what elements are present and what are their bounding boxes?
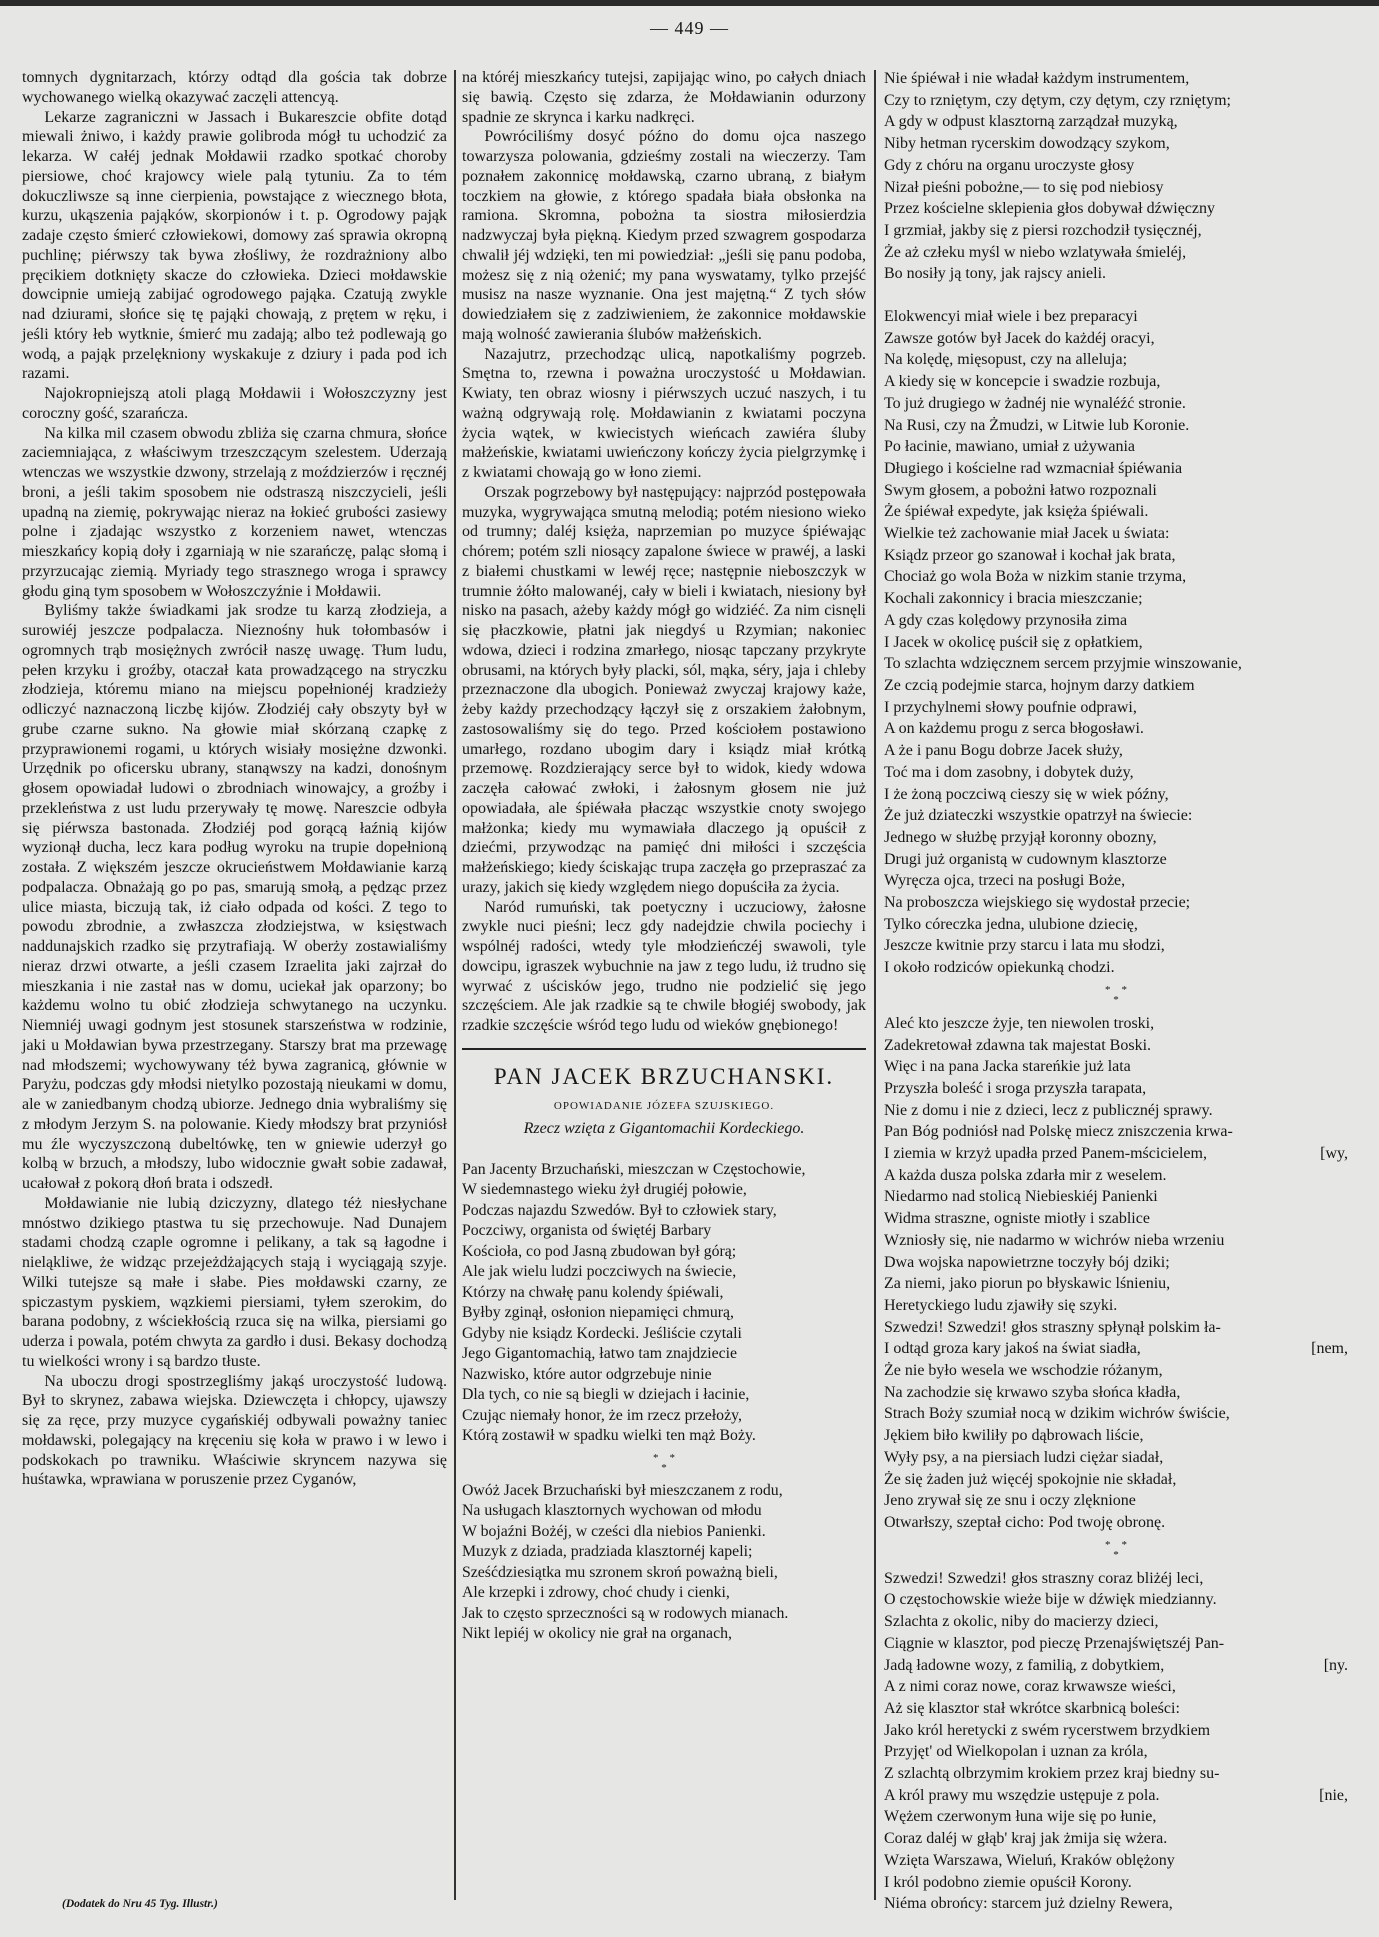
verse-line	[884, 1338, 1348, 1360]
verse-text: Wzięta Warszawa, Wieluń, Kraków oblężony	[884, 1851, 1175, 1869]
verse-line	[884, 1655, 1348, 1677]
scan-top-edge	[0, 0, 1379, 6]
verse-line	[462, 1542, 866, 1563]
verse-text: Szlachta z okolic, niby do macierzy dzieci,	[884, 1613, 1159, 1631]
verse-line	[462, 1262, 866, 1283]
poem-verse	[462, 1160, 866, 1645]
verse-line	[884, 1633, 1348, 1655]
verse-text: Przez kościelne sklepienia głos dobywał dźwięczny	[884, 200, 1215, 218]
verse-text: Bo nosiły ją tony, jak rajscy anieli.	[884, 265, 1107, 283]
verse-line	[884, 935, 1348, 957]
verse-text: Nazwisko, które autor odgrzebuje ninie	[462, 1365, 712, 1383]
verse-line	[884, 306, 1348, 328]
verse-line	[884, 740, 1348, 762]
verse-line	[884, 523, 1348, 545]
verse-line	[884, 220, 1348, 242]
verse-text: Aż się klasztor stał wkrótce skarbnicą boleści:	[884, 1699, 1180, 1717]
verse-line	[884, 198, 1348, 220]
verse-line	[884, 675, 1348, 697]
verse-line	[462, 1481, 866, 1502]
verse-line	[462, 1522, 866, 1543]
verse-text: Swym głosem, a pobożni łatwo rozpoznali	[884, 481, 1157, 499]
verse-text: A że i panu Bogu dobrze Jacek służy,	[884, 742, 1123, 760]
verse-text: Byłby zginął, osłonion niepamięci chmurą,	[462, 1304, 734, 1322]
verse-line	[884, 1382, 1348, 1404]
verse-text: Wielkie też zachowanie miał Jacek u świata:	[884, 525, 1170, 543]
verse-line	[884, 1273, 1348, 1295]
verse-line	[884, 1252, 1348, 1274]
paragraph: Na uboczu drogi spostrzegliśmy jakąś uroczystość ludową. Był to skrynez, zabawa wiejska. Dziewczęta i chłopcy, ujawszy się za ręce, przy muzyce cygańskiéj odbywali poważny taniec mołdawski, polegający na kręceniu się koła w prawo i w lewo i podskokach po trawniku. Właściwie skryncem nazywa się huśtawka, wprawiana w poruszenie przez Cyganów,	[22, 1372, 447, 1489]
column-divider	[454, 70, 456, 1900]
verse-line	[462, 1201, 866, 1222]
verse-line	[884, 1893, 1348, 1915]
verse-line	[884, 328, 1348, 350]
verse-line	[884, 263, 1348, 285]
verse-text: Ale jak wielu ludzi poczciwych na świecie,	[462, 1263, 737, 1281]
verse-line	[884, 610, 1348, 632]
verse-text: Że się żaden już więcéj spokojnie nie składał,	[884, 1470, 1177, 1488]
verse-line	[884, 1295, 1348, 1317]
verse-text: I odtąd groza kary jakoś na świat siadła,	[884, 1340, 1141, 1358]
verse-text: Poczciwy, organista od świętéj Barbary	[462, 1222, 712, 1240]
verse-line	[462, 1563, 866, 1584]
verse-text: Ksiądz przeor go szanował i kochał jak brata,	[884, 546, 1176, 564]
verse-line	[884, 1100, 1348, 1122]
verse-line	[884, 1676, 1348, 1698]
verse-line	[884, 566, 1348, 588]
verse-text: Na kolędę, mięsopust, czy na alleluja;	[884, 351, 1128, 369]
verse-text: Jadą ładowne wozy, z familią, z dobytkiem,	[884, 1656, 1165, 1674]
verse-text: Przyszła boleść i sroga przyszła tarapata,	[884, 1079, 1147, 1097]
verse-carryover: [nie,	[1319, 1786, 1348, 1804]
verse-text: Wyły psy, a na piersiach ludzi ciężar siadał,	[884, 1448, 1164, 1466]
paragraph: Orszak pogrzebowy był następujący: najprzód postępowała muzyka, wygrywająca smutną melodią; potém niesiono wieko od trumny; daléj księża, naprzemian po muzyce śpiéwając chórem; potém szli niosący zapalone świece w prawéj, a laski z białemi chustkami w lewéj ręce; następnie nieboszczyk w trumnie żółto malowanéj, cały w bieli i kwiatach, niesiony był nisko na pasach, ażeby każdy mógł go widziéć. Za nim cisnęli się płaczkowie, płatni jak niegdyś u Rzymian; nakoniec wdowa, dzieci i rodzina zmarłego, niosąc tapczany przykryte obrusami, na których były placki, sól, mąka, séry, jaja i chleby przeznaczone dla ubogich. Ponieważ zwyczaj krajowy każe, żeby każdy przechodzący łączył się z orszakiem żałobnym, zastosowaliśmy się do tego. Przed kościołem postawiono umarłego, rozdano ubogim dary i ksiądz miał krótką przemowę. Rozdzierający serce był to widok, kiedy wdowa zaczęła całować zwłoki, i żałosnym głosem nie już opowiadała, ale śpiéwała płacząc wszystkie cnoty swojego małżonka; kiedy mu wymawiała dlaczego ją opuścił z dziećmi, przywodząc na pamięć dni miłości i szczęścia małżeńskiego; kiedy ściskając trupa zaczęła go przepraszać za urazy, jakich się kiedy względem niego dopuściła za życia.	[462, 483, 866, 896]
verse-text: A z nimi coraz nowe, coraz krwawsze wieści,	[884, 1678, 1176, 1696]
verse-text: Coraz daléj w głąb' kraj jak żmija się wżera.	[884, 1830, 1168, 1848]
verse-line	[884, 133, 1348, 155]
verse-text: Że nie było wesela we wschodzie różanym,	[884, 1362, 1163, 1380]
verse-line	[884, 68, 1348, 90]
verse-text: A gdy czas kolędowy przynosiła zima	[884, 611, 1128, 629]
verse-text: Nie z domu i nie z dzieci, lecz z publicznéj sprawy.	[884, 1101, 1213, 1119]
verse-text: Nie śpiéwał i nie władał każdym instrumentem,	[884, 70, 1190, 87]
verse-text: Podczas najazdu Szwedów. Był to człowiek stary,	[462, 1201, 777, 1219]
verse-text: Kościoła, co pod Jasną zbudowan był górą;	[462, 1242, 737, 1260]
poem-author: OPOWIADANIE JÓZEFA SZUJSKIEGO.	[553, 1099, 775, 1112]
verse-line	[884, 177, 1348, 199]
verse-text: Długiego i kościelne rad wzmacniał śpiéwania	[884, 459, 1183, 477]
verse-text: Widma straszne, ogniste miotły i szablice	[884, 1210, 1150, 1228]
verse-line	[884, 90, 1348, 112]
verse-line	[884, 718, 1348, 740]
verse-text: Pan Bóg podniósł nad Polskę miecz zniszczenia krwa-	[884, 1123, 1233, 1141]
verse-line	[462, 1324, 866, 1345]
verse-text: Jednego w służbę przyjął koronny obozny,	[884, 828, 1157, 846]
verse-text: O częstochowskie wieże bije w dźwięk miedzianny.	[884, 1591, 1217, 1609]
verse-line	[884, 1230, 1348, 1252]
verse-text: Jeszcze kwitnie przy starcu i lata mu słodzi,	[884, 937, 1165, 955]
verse-line	[884, 242, 1348, 264]
verse-line	[884, 1360, 1348, 1382]
verse-line	[462, 1624, 866, 1645]
verse-line	[884, 349, 1348, 371]
verse-text: I grzmiał, jakby się z piersi rozchodził tysięcznéj,	[884, 221, 1202, 239]
verse-text: I przychylnemi słowy poufnie odprawi,	[884, 698, 1137, 716]
verse-text: Zawsze gotów był Jacek do każdéj oracyi,	[884, 329, 1155, 347]
poem-motto: Rzecz wzięta z Gigantomachii Kordeckiego.	[523, 1119, 805, 1137]
verse-line	[884, 1568, 1348, 1590]
verse-line	[884, 827, 1348, 849]
verse-text: Że już dziateczki wszystkie opatrzył na świecie:	[884, 807, 1193, 825]
verse-line	[884, 155, 1348, 177]
verse-line	[884, 1078, 1348, 1100]
verse-line	[462, 1242, 866, 1263]
verse-line	[462, 1180, 866, 1201]
verse-line	[884, 480, 1348, 502]
paragraph: Mołdawianie nie lubią dziczyzny, dlatego téż niesłychane mnóstwo dzikiego ptastwa tu się przechowuje. Nad Dunajem stadami chodzą czaple ogromne i pelikany, a tak są łagodne i nieląkliwe, że widząc przejeżdżających stają i wyciągają szyje. Wilki tutejsze są małe i słabe. Pies mołdawski czarny, ze spiczastym pyskiem, wązkiemi piersiami, tyłem szerokim, do barana podobny, z wściekłością rzuca się na wilka, piersiami go uderza i powala, potém chwyta za gardło i dusi. Bekasy dochodzą tu wielkości wrony i są bardzo tłuste.	[22, 1194, 447, 1370]
verse-text: A każda dusza polska zdarła mir z weselem.	[884, 1166, 1167, 1184]
paragraph: na któréj mieszkańcy tutejsi, zapijając wino, po całych dniach się bawią. Często się zdarza, że Mołdawianin odurzony spadnie ze skrynca i karku nadkręci.	[462, 69, 866, 126]
paragraph: tomnych dygnitarzach, którzy odtąd dla gościa tak dobrze wychowanego wielką okazywać zaczęli attencyą.	[22, 69, 447, 106]
verse-line	[462, 1365, 866, 1386]
verse-text: Elokwencyi miał wiele i bez preparacyi	[884, 308, 1138, 326]
paragraph: Nazajutrz, przechodząc ulicą, napotkaliśmy pogrzeb. Smętna to, rzewna i poważna uroczystość u Mołdawian. Kwiaty, ten obraz wiosny i piérwszych uczuć naszych, i tu ważną odgrywają rolę. Mołdawianin z kwiatami poczyna życia wątek, w kwiecistych wieńcach zawiéra śluby małżeńskie, kwiatami uwieńczony kończy życia pielgrzymkę i z kwiatami chowają go w łono ziemi.	[462, 345, 866, 481]
paragraph: Na kilka mil czasem obwodu zbliża się czarna chmura, słońce zaciemniająca, z właściwym trzeszczącym szelestem. Uderzają wtenczas we wszystkie dzwony, strzelają z moździerzów i ręcznéj broni, a jeśli takim sposobem nie odstraszą niszczycieli, jeśli upadną na ziemię, pokrywając nieraz na łokieć grubości zasiewy polne i zjadając wszystko z korzeniem nawet, wtenczas mieszkańcy kopią doły i zgarniają w nie szarańczę, paląc słomą i przyrzucając ziemią. Myriady tego strasznego wroga i sprawcy głodu giną tym sposobem w Wołoszczyźnie i Mołdawii.	[22, 424, 447, 600]
verse-text: Wężem czerwonym łuna wije się po łunie,	[884, 1808, 1157, 1826]
verse-line	[462, 1604, 866, 1625]
verse-line	[884, 436, 1348, 458]
verse-text: Heretyckiego ludu zjawiły się szyki.	[884, 1296, 1118, 1314]
verse-line	[884, 415, 1348, 437]
column-1	[22, 68, 447, 1490]
paragraph: Byliśmy także świadkami jak srodze tu karzą złodzieja, a surowiéj jeszcze podpalacza. Nieznośny huk tołombasów i ogromnych trąb mosiężnych zwrócił naszę uwagę. Tłum ludu, pełen krzyku i groźby, otaczał kata prowadzącego na stryczku złodzieja, któremu miano na miejscu popełnionéj kradzieży odliczyć naznaczoną liczbę kijów. Złodziéj cały obszyty był w grube czarne sukno. Na głowie miał skórzaną czapkę z przyprawionemi rogami, u których wisiały mosiężne dzwonki. Urzędnik po oficersku ubrany, stanąwszy na kadzi, donośnym głosem opowiadał ludowi o zbrodniach winowajcy, a groźby i przekleństwa z ust ludu przerywały tę mowę. Nareszcie odbyła się piérwsza bastonada. Złodziéj pod gorącą łaźnią kijów wyzionął ducha, lecz kara podług wyroku na trupie dopełnioną została. Z większém jeszcze okrucieństwem Mołdawianie karzą podpalacza. Obnażają go po pas, smarują smołą, a pędząc przez ulice miasta, biczują tak, iż ciało odpada od kości. Z tego to powodu zbrodnie, a zwłaszcza złodziejstwa, w księstwach naddunajskich rzadko się przytrafiają. W oberży zostawialiśmy nieraz drzwi otwarte, a jeśli czasem Izraelita jaki zajrzał do mieszkania i nie zastał nas w domu, uciekał jak oparzony; bo każdemu wolno tu obić złodzieja schwytanego na uczynku. Niemniéj uwagi godnym jest stosunek starszeństwa w rodzinie, jaki u Mołdawian bywa przestrzegany. Starszy brat ma przewagę nad młodszemi; wychowywany téż bywa zagranicą, głównie w Paryżu, podczas gdy młodsi nietylko pozostają nieukami w domu, ale w zaniedbanym chodzą ubiorze. Jednego dnia wybraliśmy się z młodym Jerzym S. na polowanie. Kiedy młodszy brat przyniósł mu źle wyczyszczoną dubeltówkę, ten w gniewie uderzył go kolbą w brzuch, a młodszy, lubo widocznie gwałt sobie zadawał, ucałował z pokorą dłoń brata i odszedł.	[22, 602, 447, 1192]
verse-text: Nizał pieśni pobożne,— to się pod niebiosy	[884, 178, 1164, 196]
verse-text: Toć ma i dom zasobny, i dobytek duży,	[884, 763, 1134, 781]
verse-text: Jako król heretycki z swém rycerstwem brzydkiem	[884, 1721, 1211, 1739]
verse-line	[884, 1143, 1348, 1165]
verse-line	[462, 1385, 866, 1406]
verse-text: A kiedy się w koncepcie i swadzie rozbuja,	[884, 373, 1161, 391]
paragraph: Naród rumuński, tak poetyczny i uczuciowy, żałosne zwykle nuci pieśni; lecz gdy nadejdzie chwila pociechy i wspólnéj radości, wtedy tyle młodzieńczéj swawoli, tyle dowcipu, igraszek wybuchnie na jaw z tego ludu, iż trudno się wyrwać z uścisków jego, trudno nie podzielić się jego szczęściem. Ale jak rzadkie są te chwile błogiéj swobody, jak rzadkie szczęście wśród tego ludu od wieków gnębionego!	[462, 898, 866, 1034]
verse-text: Na zachodzie się krwawo szyba słońca kładła,	[884, 1383, 1181, 1401]
verse-line	[884, 1512, 1348, 1534]
verse-text: Na proboszcza wiejskiego się wydostał przecie;	[884, 894, 1191, 912]
verse-text: Zadekretował zdawna tak majestat Boski.	[884, 1036, 1152, 1054]
verse-line	[884, 1763, 1348, 1785]
verse-carryover: [ny.	[1323, 1656, 1348, 1674]
verse-line	[462, 1583, 866, 1604]
verse-text: W bojaźni Bożéj, w cześci dla niebios Panienki.	[462, 1522, 766, 1540]
verse-text: Nikt lepiéj w okolicy nie grał na organach,	[462, 1625, 732, 1643]
verse-text: Jak to często sprzeczności są w rodowych mianach.	[462, 1604, 789, 1622]
section-rule	[462, 1048, 866, 1050]
verse-line	[884, 914, 1348, 936]
verse-text: Sześćdziesiątka mu szronem skroń poważną bieli,	[462, 1563, 778, 1581]
page-number: — 449 —	[650, 18, 729, 38]
verse-text: Niby hetman rycerskim dowodzący szykom,	[884, 135, 1170, 153]
verse-text: Że aż człeku myśl w niebo wzlatywała śmieléj,	[884, 243, 1187, 261]
verse-line	[884, 1741, 1348, 1763]
verse-line	[884, 1872, 1348, 1894]
verse-line	[884, 1165, 1348, 1187]
verse-text: I król podobno ziemie opuścił Korony.	[884, 1873, 1132, 1891]
verse-text: To szlachta wdzięcznem sercem przyjmie winszowanie,	[884, 655, 1242, 673]
verse-text: Muzyk z dziada, pradziada klasztornéj kapeli;	[462, 1543, 753, 1561]
verse-text: Dwa wojska napowietrzne toczyły bój dziki;	[884, 1253, 1170, 1271]
verse-text: Chociaż go wola Boża w nizkim stanie trzyma,	[884, 568, 1187, 586]
paragraph: Najokropniejszą atoli plagą Mołdawii i Wołoszczyzny jest coroczny gość, szarańcza.	[22, 385, 447, 422]
verse-line	[884, 784, 1348, 806]
verse-text: Niéma obrońcy: starcem już dzielny Rewera,	[884, 1895, 1173, 1913]
verse-text: Gdy z chóru na organu uroczyste głosy	[884, 156, 1135, 174]
verse-text: A gdy w odpust klasztorną zarządzał muzyką,	[884, 113, 1178, 131]
verse-text: Po łacinie, mawiano, umiał z używania	[884, 438, 1136, 456]
verse-text: Którzy na chwałę panu kolendy śpiéwali,	[462, 1283, 724, 1301]
verse-line	[884, 1785, 1348, 1807]
verse-text: Na Rusi, czy na Żmudzi, w Litwie lub Koronie.	[884, 416, 1190, 434]
verse-text: A król prawy mu wszędzie ustępuje z pola.	[884, 1786, 1160, 1804]
verse-carryover: [nem,	[1311, 1340, 1348, 1358]
paragraph: Lekarze zagraniczni w Jassach i Bukareszcie obfite dotąd miewali żniwo, i każdy prawie golibroda mógł tu uchodzić za lekarza. W całéj jednak Mołdawii rzadko spotkać choroby piersiowe, choć krajowcy wiele palą tytuniu. Za to tém dokuczliwsze są inne cierpienia, powstające z wiecznego błota, kurzu, ukąszenia pająków, skorpionów i t. p. Ogrodowy pająk zadaje często śmierć człowiekowi, domowy zaś sprawia okropną puchlinę; piérwszy tak bywa złośliwy, że rozdrażniony albo pręcikiem dotknięty skacze do człowieka. Dzieci mołdawskie dowcipnie umieją zabijać ogrodowego pająka. Czatują zwykle nad dziurami, słońce się tę pająki chowają, z prętem w ręku, i jeśli który łeb wytknie, śmierć mu zadają; albo też podlewają go wodą, a pająk przelękniony wyskakuje z dziury i pada pod ich razami.	[22, 108, 447, 383]
verse-text: Dla tych, co nie są biegli w dziejach i łacinie,	[462, 1386, 750, 1404]
verse-text: Pan Jacenty Brzuchański, mieszczan w Częstochowie,	[462, 1160, 806, 1178]
verse-text: Niedarmo nad stolicą Niebieskiéj Panienki	[884, 1188, 1158, 1206]
verse-line	[884, 697, 1348, 719]
verse-text: Kochali zakonnicy i bracia mieszczanie;	[884, 590, 1143, 608]
verse-text: Czy to rzniętym, czy dętym, czy dętym, czy rzniętym;	[884, 91, 1231, 109]
verse-text: Aleć kto jeszcze żyje, ten niewolen troski,	[884, 1014, 1155, 1032]
supplement-footer: (Dodatek do Nru 45 Tyg. Illustr.)	[62, 1898, 218, 1910]
verse-line	[884, 501, 1348, 523]
verse-text: Za niemi, jako piorun po błyskawic lśnieniu,	[884, 1275, 1171, 1293]
verse-line	[884, 632, 1348, 654]
verse-line	[884, 1317, 1348, 1339]
verse-text: Z szlachtą olbrzymim krokiem przez kraj biedny su-	[884, 1765, 1220, 1783]
verse-text: Drugi już organistą w cudownym klasztorze	[884, 850, 1167, 868]
verse-text: I Jacek w okolicę puścił się z opłatkiem,	[884, 633, 1143, 651]
verse-line	[884, 1013, 1348, 1035]
verse-line	[884, 1720, 1348, 1742]
section-stars: * * *	[1105, 1538, 1127, 1561]
verse-text: I ziemia w krzyż upadła przed Panem-mścicielem,	[884, 1145, 1207, 1163]
stanza-gap	[884, 285, 1348, 306]
verse-text: Jego Gigantomachią, łatwo tam znajdziecie	[462, 1345, 738, 1363]
verse-text: Ze czcią podejmie starca, hojnym darzy datkiem	[884, 676, 1195, 694]
verse-line	[884, 545, 1348, 567]
verse-text: Szwedzi! Szwedzi! głos straszny spłynął polskim ła-	[884, 1318, 1221, 1336]
verse-line	[884, 1828, 1348, 1850]
verse-line	[884, 1490, 1348, 1512]
verse-line	[884, 111, 1348, 133]
poem-verse	[884, 68, 1348, 1915]
verse-line	[884, 805, 1348, 827]
section-stars: * * *	[1105, 983, 1127, 1006]
verse-text: I że żoną poczciwą cieszy się w wiek późny,	[884, 785, 1169, 803]
verse-text: Tylko córeczka jedna, ulubione dziecię,	[884, 915, 1138, 933]
verse-line	[462, 1160, 866, 1181]
verse-line	[884, 957, 1348, 979]
verse-text: A on każdemu progu z serca błogosławi.	[884, 720, 1144, 738]
verse-text: Którą zostawił w spadku wielki ten mąż Boży.	[462, 1427, 756, 1445]
verse-carryover: [wy,	[1320, 1145, 1348, 1163]
verse-text: Na usługach klasztornych wychowan od młodu	[462, 1502, 762, 1520]
verse-line	[462, 1426, 866, 1447]
verse-line	[884, 1035, 1348, 1057]
verse-text: Czując niemały honor, że im rzecz przełoży,	[462, 1406, 742, 1424]
verse-line	[884, 1425, 1348, 1447]
verse-text: Wyręcza ojca, trzeci na posługi Boże,	[884, 872, 1126, 890]
verse-line	[884, 1447, 1348, 1469]
verse-line	[884, 1698, 1348, 1720]
column-3	[884, 68, 1348, 1915]
verse-text: Otwarłszy, szeptał cicho: Pod twoję obronę.	[884, 1514, 1166, 1531]
verse-text: W siedemnastego wieku żył drugiéj połowie,	[462, 1181, 747, 1199]
verse-text: Ciągnie w klasztor, pod pieczę Przenajświętszéj Pan-	[884, 1634, 1225, 1652]
verse-line	[462, 1221, 866, 1242]
verse-line	[884, 1403, 1348, 1425]
verse-line	[884, 653, 1348, 675]
verse-line	[884, 892, 1348, 914]
paragraph: Powróciliśmy dosyć późno do domu ojca naszego towarzysza polowania, gdzieśmy zostali na wieczerzy. Tam poznałem zakonnicę mołdawską, czarno ubraną, z białym toczkiem na głowie, z którego spadała biała obsłonka na ramiona. Skromna, pobożna ta siostra miłosierdzia nadzwyczaj była piękną. Kiedym przed szwagrem gospodarza chwalił jéj wdzięki, ten mi powiedział: „jeśli się panu podoba, możesz się z nią ożenić; my pana wyswatamy, tylko przejść musisz na nasze wyznanie. Ona jest majętną.“ Z tych słów dowiedziałem się z zadziwieniem, że zakonnice mołdawskie mają wolność zawierania ślubów małżeńskich.	[462, 128, 866, 343]
verse-line	[884, 1806, 1348, 1828]
verse-line	[462, 1283, 866, 1304]
verse-text: Więc i na pana Jacka stareńkie już lata	[884, 1058, 1131, 1076]
verse-line	[884, 1056, 1348, 1078]
verse-text: Jękiem biło kwiliły po dąbrowach liście,	[884, 1427, 1144, 1445]
column-2	[462, 68, 866, 1645]
poem-title: PAN JACEK BRZUCHANSKI.	[493, 1063, 835, 1089]
verse-line	[884, 1469, 1348, 1491]
verse-line	[884, 1121, 1348, 1143]
verse-text: Że śpiéwał expedyte, jak księża śpiéwali.	[884, 503, 1149, 521]
verse-line	[884, 1589, 1348, 1611]
verse-text: Wzniosły się, nie nadarmo w wichrów nieba wrzeniu	[884, 1231, 1225, 1249]
verse-text: Ale krzepki i zdrowy, choć chudy i cienki,	[462, 1584, 730, 1602]
verse-line	[884, 1208, 1348, 1230]
verse-text: I około rodziców opiekunką chodzi.	[884, 959, 1115, 977]
verse-text: To już drugiego w żadnéj nie wynaléźć stronie.	[884, 394, 1186, 412]
column-divider	[874, 70, 876, 1900]
verse-line	[884, 588, 1348, 610]
verse-line	[462, 1406, 866, 1427]
verse-line	[884, 870, 1348, 892]
verse-text: Szwedzi! Szwedzi! głos straszny coraz bliżéj leci,	[884, 1569, 1204, 1587]
verse-text: Jeno zrywał się ze snu i oczy zlęknione	[884, 1492, 1136, 1510]
verse-line	[884, 849, 1348, 871]
verse-text: Strach Boży szumiał nocą w dzikim wichrów świście,	[884, 1405, 1230, 1423]
verse-line	[462, 1501, 866, 1522]
verse-line	[884, 393, 1348, 415]
verse-line	[884, 371, 1348, 393]
verse-line	[884, 458, 1348, 480]
section-stars: * * *	[653, 1451, 675, 1474]
verse-line	[884, 1186, 1348, 1208]
verse-line	[884, 762, 1348, 784]
verse-line	[884, 1850, 1348, 1872]
verse-text: Gdyby nie ksiądz Kordecki. Jeśliście czytali	[462, 1324, 742, 1342]
verse-text: Przyjęt' od Wielkopolan i uznan za króla,	[884, 1743, 1148, 1761]
verse-text: Owóż Jacek Brzuchański był mieszczanem z rodu,	[462, 1481, 783, 1499]
verse-line	[462, 1344, 866, 1365]
verse-line	[462, 1303, 866, 1324]
verse-line	[884, 1611, 1348, 1633]
